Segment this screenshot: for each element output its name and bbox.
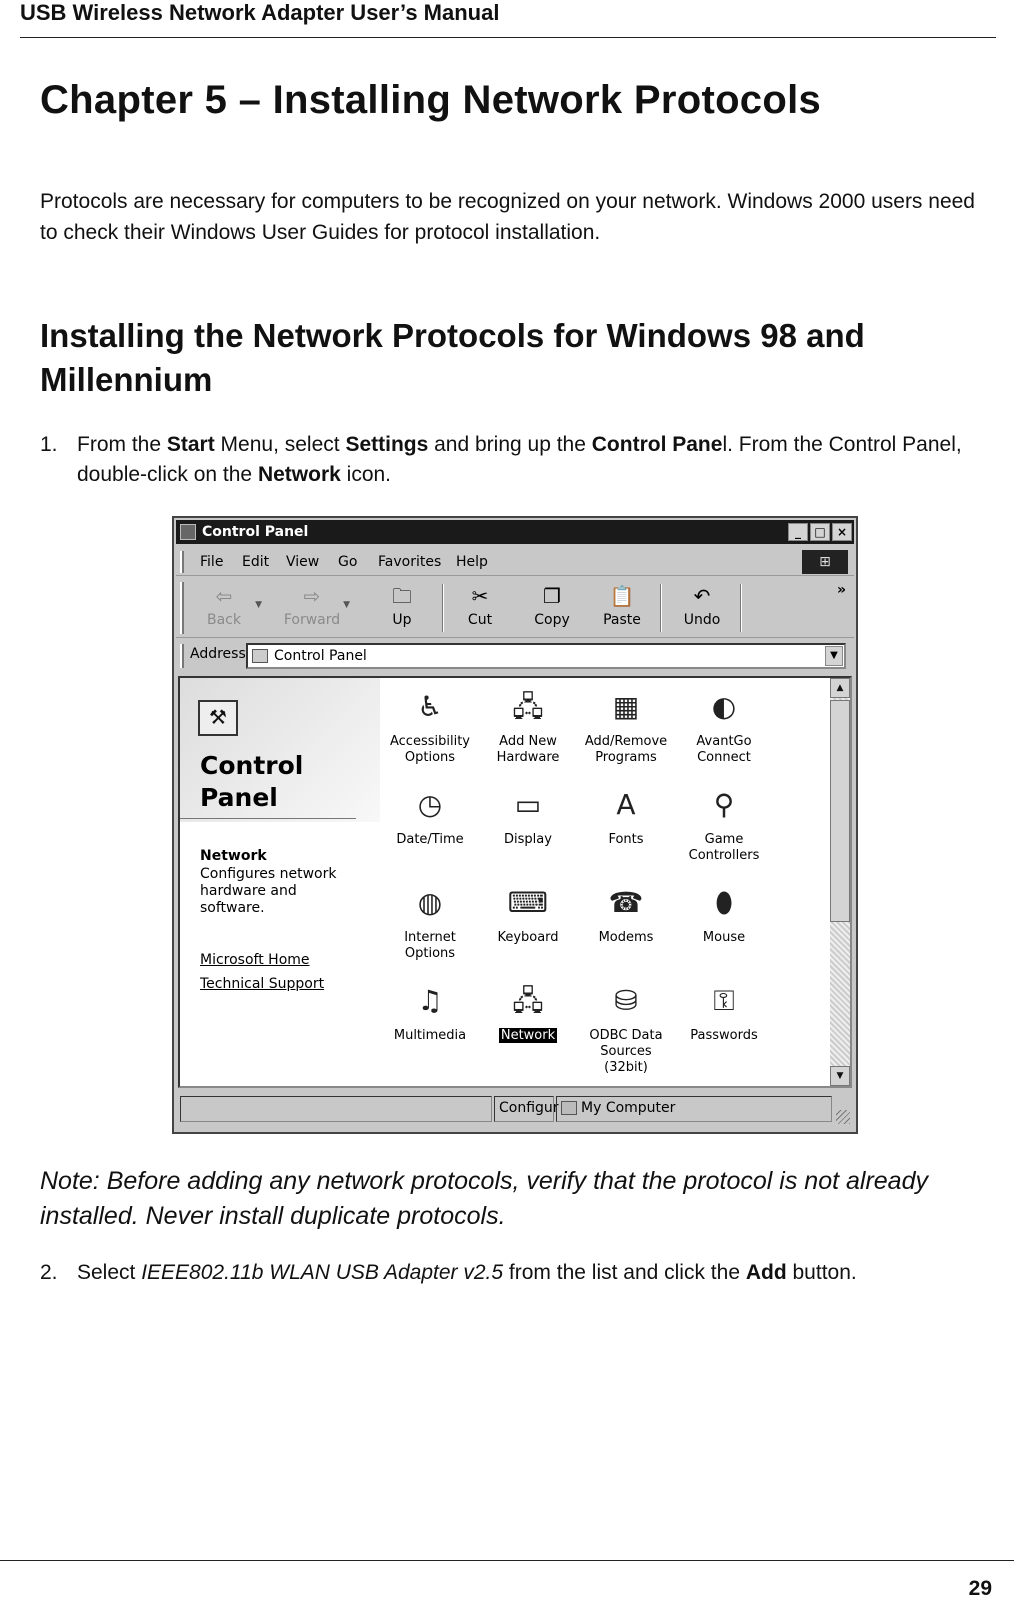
menu-help[interactable]: Help: [456, 554, 488, 570]
menu-bar: [176, 548, 854, 576]
control-panel-icon: [180, 524, 196, 540]
network-icon: 🖧: [512, 984, 544, 1017]
step-text: From the Start Menu, select Settings and bring up the Control Panel. From the Control Panel, double-click on the Network icon.: [77, 433, 962, 486]
resize-grip-icon[interactable]: [836, 1110, 850, 1124]
note-paragraph: Note: Before adding any network protocols, verify that the protocol is not already installed. Never install duplicate protocols.: [40, 1167, 928, 1230]
computer-icon: [561, 1101, 577, 1115]
control-panel-window: [172, 516, 858, 1134]
intro-paragraph: Protocols are necessary for computers to be recognized on your network. Windows 2000 users need to check their Windows User Guides for protocol installation.: [40, 190, 975, 244]
back-button[interactable]: ⇦ Back ▼: [207, 584, 262, 628]
forward-button[interactable]: ⇨ Forward ▼: [283, 584, 350, 628]
copy-icon: ❐: [543, 584, 561, 608]
section-title: Installing the Network Protocols for Windows 98 and Millennium: [40, 317, 865, 398]
cp-item-multimedia[interactable]: ♫ Multimedia: [382, 978, 478, 1044]
address-field[interactable]: [246, 643, 846, 669]
database-icon: ⛁: [614, 984, 638, 1017]
cp-item-keyboard[interactable]: ⌨ Keyboard: [480, 880, 576, 946]
phone-icon: ☎: [608, 886, 644, 919]
forward-arrow-icon: ⇨: [303, 584, 321, 608]
cp-item-passwords[interactable]: ⚿ Passwords: [676, 978, 772, 1044]
cp-item-odbc[interactable]: ⛁ ODBC Data Sources (32bit): [578, 978, 674, 1076]
scroll-down-icon[interactable]: ▼: [830, 1066, 850, 1086]
step-1: [40, 430, 990, 490]
status-bar: [176, 1092, 854, 1128]
menu-go[interactable]: Go: [338, 554, 358, 570]
hardware-icon: 🖧: [512, 690, 544, 723]
scroll-up-icon[interactable]: ▲: [830, 678, 850, 698]
fonts-icon: A: [616, 788, 636, 821]
step-text: Select IEEE802.11b WLAN USB Adapter v2.5 from the list and click the Add button.: [77, 1261, 857, 1284]
joystick-icon: ⚲: [713, 788, 735, 821]
paste-button[interactable]: 📋 Paste: [603, 584, 641, 628]
status-cell-empty: [180, 1096, 492, 1122]
programs-icon: ▦: [612, 690, 640, 723]
globe-icon: ◍: [417, 886, 443, 919]
content-area: [178, 676, 852, 1088]
cp-item-internet-options[interactable]: ◍ Internet Options: [382, 880, 478, 962]
selected-item-name: Network: [200, 848, 267, 864]
info-pane: [180, 678, 380, 1086]
windows-logo-icon: ⊞: [802, 550, 848, 574]
toolbar: [176, 578, 854, 638]
menu-view[interactable]: View: [286, 554, 320, 570]
cut-button[interactable]: ✂ Cut: [467, 584, 493, 628]
cp-item-accessibility[interactable]: ♿ Accessibility Options: [382, 684, 478, 766]
more-chevron-icon[interactable]: »: [836, 582, 846, 598]
undo-icon: ↶: [693, 584, 711, 608]
back-arrow-icon: ⇦: [215, 584, 233, 608]
scissors-icon: ✂: [471, 584, 489, 608]
window-title: Control Panel: [202, 524, 309, 540]
folder-up-icon: 🗀: [392, 584, 412, 608]
toolbar-separator: [442, 584, 444, 632]
footer-divider: [0, 1560, 1014, 1561]
maximize-button[interactable]: □: [810, 523, 830, 541]
cp-item-game-controllers[interactable]: ⚲ Game Controllers: [676, 782, 772, 864]
microsoft-home-link[interactable]: Microsoft Home: [200, 952, 310, 968]
status-zone: My Computer: [556, 1096, 832, 1122]
clock-icon: ◷: [417, 788, 443, 821]
control-panel-small-icon: [252, 649, 268, 663]
icon-grid: [382, 678, 796, 1086]
mouse-icon: ⬮: [715, 886, 733, 919]
scroll-thumb[interactable]: [830, 700, 850, 922]
menu-edit[interactable]: Edit: [242, 554, 270, 570]
address-value: Control Panel: [274, 648, 367, 664]
toolbar-separator: [660, 584, 662, 632]
step-2: [40, 1258, 990, 1288]
page-header: [20, 0, 996, 38]
technical-support-link[interactable]: Technical Support: [200, 976, 325, 992]
grip-handle[interactable]: [180, 582, 184, 634]
cp-item-add-new-hardware[interactable]: 🖧 Add New Hardware: [480, 684, 576, 766]
info-divider: [180, 818, 356, 819]
cp-item-mouse[interactable]: ⬮ Mouse: [676, 880, 772, 946]
copy-button[interactable]: ❐ Copy: [534, 584, 570, 628]
grip-handle[interactable]: [180, 551, 184, 573]
step-number: 1.: [40, 433, 58, 456]
status-description: Configur: [494, 1096, 554, 1122]
menu-favorites[interactable]: Favorites: [378, 554, 442, 570]
cp-item-avantgo[interactable]: ◐ AvantGo Connect: [676, 684, 772, 766]
cp-item-modems[interactable]: ☎ Modems: [578, 880, 674, 946]
chapter-title: Chapter 5 – Installing Network Protocols: [40, 78, 822, 122]
address-dropdown-icon[interactable]: ▼: [825, 646, 843, 666]
close-button[interactable]: ×: [832, 523, 852, 541]
keyboard-icon: ⌨: [507, 886, 549, 919]
cp-item-fonts[interactable]: A Fonts: [578, 782, 674, 848]
vertical-scrollbar[interactable]: [830, 678, 850, 1086]
minimize-button[interactable]: _: [788, 523, 808, 541]
header-title: USB Wireless Network Adapter User’s Manual: [20, 0, 500, 25]
address-label: Address: [190, 646, 246, 662]
menu-file[interactable]: File: [200, 554, 224, 570]
display-icon: ▭: [514, 788, 542, 821]
grip-handle[interactable]: [180, 644, 184, 668]
keys-icon: ⚿: [713, 984, 735, 1017]
control-panel-folder-icon: ⚒: [198, 700, 238, 736]
toolbar-separator: [740, 584, 742, 632]
accessibility-icon: ♿: [417, 690, 443, 723]
selected-item-description: Configures network hardware and software.: [200, 866, 337, 916]
cp-item-add-remove-programs[interactable]: ▦ Add/Remove Programs: [578, 684, 674, 766]
page-number: 29: [968, 1577, 992, 1600]
undo-button[interactable]: ↶ Undo: [683, 584, 721, 628]
cp-item-network[interactable]: 🖧 Network: [480, 978, 576, 1044]
info-pane-title: Control Panel: [200, 751, 304, 812]
title-bar: [176, 520, 854, 544]
cp-item-date-time[interactable]: ◷ Date/Time: [382, 782, 478, 848]
address-bar: [176, 640, 854, 672]
avantgo-icon: ◐: [711, 690, 737, 723]
clipboard-icon: 📋: [609, 584, 635, 608]
step-number: 2.: [40, 1261, 58, 1284]
up-button[interactable]: 🗀 Up: [370, 582, 434, 634]
cp-item-display[interactable]: ▭ Display: [480, 782, 576, 848]
multimedia-icon: ♫: [417, 984, 443, 1017]
